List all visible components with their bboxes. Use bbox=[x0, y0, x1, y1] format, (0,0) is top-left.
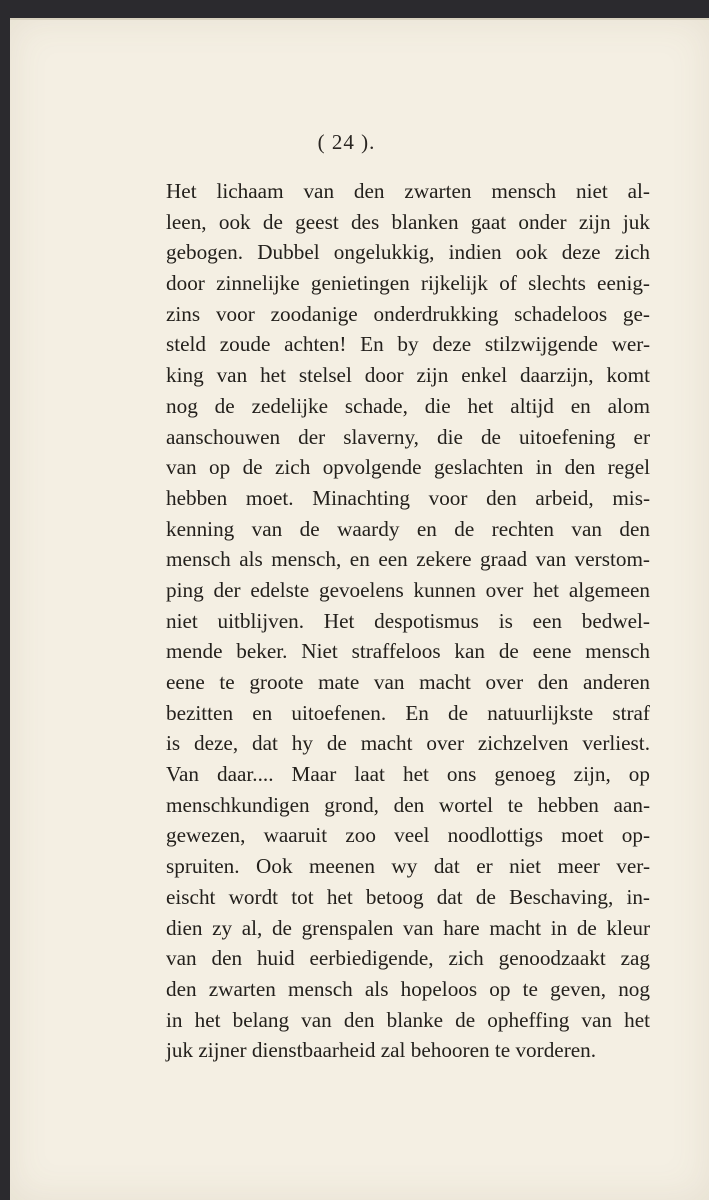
text-line: spruiten. Ook meenen wy dat er niet meer ver- bbox=[166, 854, 650, 879]
text-line: steld zoude achten! En by deze stilzwijgende wer- bbox=[166, 332, 650, 357]
text-line: dien zy al, de grenspalen van hare macht in de kleur bbox=[166, 915, 650, 940]
page-edge bbox=[10, 18, 709, 20]
text-line: leen, ook de geest des blanken gaat onder zijn juk bbox=[166, 209, 650, 234]
text-line: king van het stelsel door zijn enkel daarzijn, komt bbox=[166, 363, 650, 388]
page-number: ( 24 ). bbox=[317, 130, 376, 154]
text-line: in het belang van den blanke de opheffing van het bbox=[166, 1007, 650, 1032]
text-line: gewezen, waaruit zoo veel noodlottigs moet op- bbox=[166, 823, 650, 848]
text-line: van den huid eerbiedigende, zich genoodzaakt zag bbox=[166, 946, 650, 971]
text-line: eene te groote mate van macht over den anderen bbox=[166, 670, 650, 694]
text-line: zins voor zoodanige onderdrukking schadeloos ge- bbox=[166, 301, 650, 326]
text-line: ping der edelste gevoelens kunnen over het algemeen bbox=[166, 577, 650, 602]
text-line: den zwarten mensch als hopeloos op te geven, nog bbox=[166, 976, 650, 1001]
text-line: menschkundigen grond, den wortel te hebben aan- bbox=[166, 792, 650, 817]
text-line: bezitten en uitoefenen. En de natuurlijkste straf bbox=[166, 700, 650, 725]
text-line: niet uitblijven. Het despotismus is een bedwel- bbox=[166, 608, 650, 633]
text-line: aanschouwen der slaverny, die de uitoefening er bbox=[166, 424, 650, 449]
text-line: gebogen. Dubbel ongelukkig, indien ook deze zich bbox=[166, 240, 650, 265]
text-line: eischt wordt tot het betoog dat de Beschaving, in- bbox=[166, 884, 650, 909]
book-page bbox=[10, 18, 709, 1200]
text-line: van op de zich opvolgende geslachten in den regel bbox=[166, 455, 650, 480]
text-line: mende beker. Niet straffeloos kan de eene mensch bbox=[166, 639, 650, 664]
text-line: juk zijner dienstbaarheid zal behooren te vorderen. bbox=[166, 1038, 597, 1063]
body-text bbox=[166, 176, 650, 1066]
text-line: Van daar.... Maar laat het ons genoeg zijn, op bbox=[166, 762, 650, 787]
text-line: mensch als mensch, en een zekere graad van verstom- bbox=[166, 547, 650, 572]
text-line: is deze, dat hy de macht over zichzelven verliest. bbox=[166, 731, 650, 756]
text-line: Het lichaam van den zwarten mensch niet al- bbox=[166, 179, 650, 203]
text-line: nog de zedelijke schade, die het altijd en alom bbox=[166, 393, 650, 418]
text-line: hebben moet. Minachting voor den arbeid, mis- bbox=[166, 485, 650, 510]
text-line: kenning van de waardy en de rechten van den bbox=[166, 516, 650, 541]
text-line: door zinnelijke genietingen rijkelijk of slechts eenig- bbox=[166, 271, 650, 296]
